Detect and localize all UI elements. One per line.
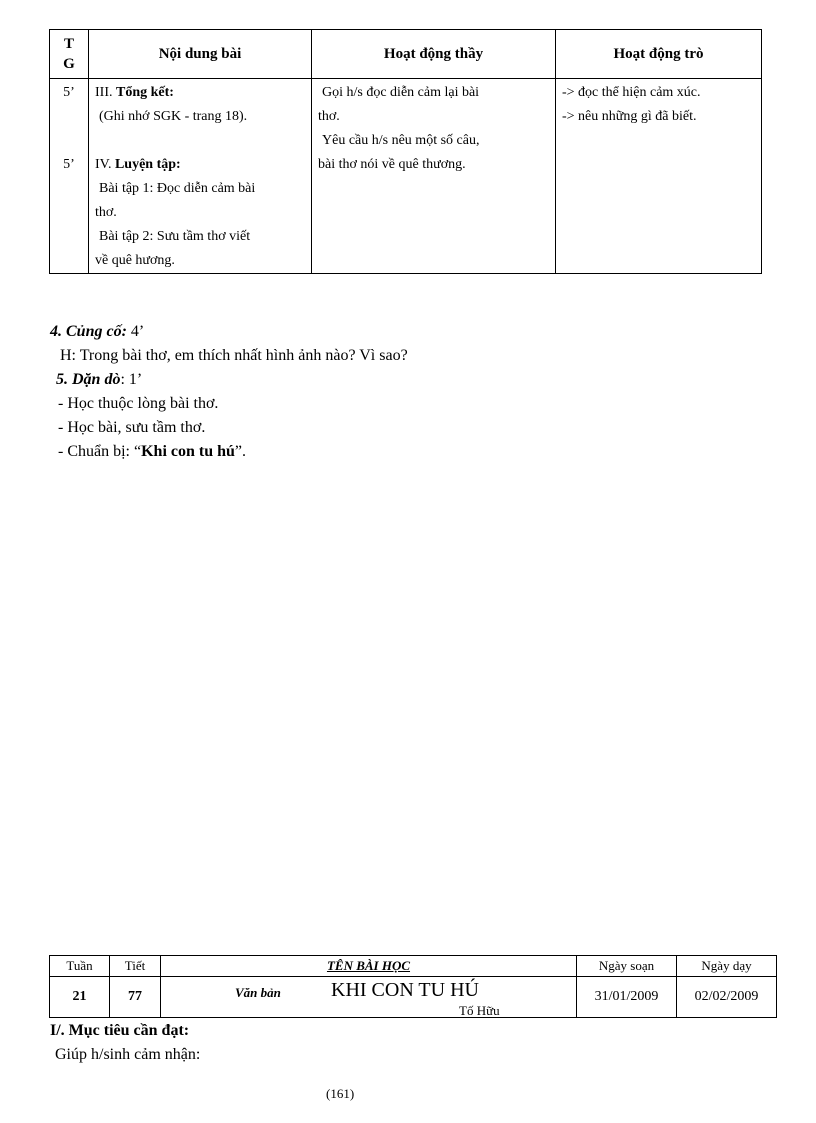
tg-header-bottom: G [63, 56, 75, 72]
objectives-intro: Giúp h/sinh cảm nhận: [55, 1046, 201, 1063]
exercise-2-line-2: về quê hương. [95, 253, 175, 268]
homework-item-3-title: Khi con tu hú [141, 443, 235, 460]
homework-item-2: - Học bài, sưu tầm thơ. [58, 419, 206, 436]
week-label: Tuần [50, 956, 110, 977]
student-line-2: -> nêu những gì đã biết. [562, 109, 697, 124]
content-cell [89, 79, 312, 274]
objectives-heading: I/. Mục tiêu cần đạt: [50, 1022, 190, 1039]
table-row [50, 79, 762, 274]
exercise-1-line-2: thơ. [95, 205, 117, 220]
student-line-1: -> đọc thể hiện cảm xúc. [562, 85, 701, 100]
practice-heading [95, 153, 305, 177]
summary-note: (Ghi nhớ SGK - trang 18). [99, 109, 248, 124]
consolidate-label: 4. Củng cố: [50, 323, 127, 340]
lesson-title: KHI CON TU HÚ [331, 979, 479, 1001]
period-label: Tiết [110, 956, 161, 977]
practice-number: IV. [95, 157, 112, 172]
teach-date-value: 02/02/2009 [677, 977, 777, 1018]
homework-item-3-prefix: - Chuẩn bị: “ [58, 443, 142, 460]
consolidate-question: H: Trong bài thơ, em thích nhất hình ảnh nào? Vì sao? [60, 347, 408, 364]
period-value: 77 [110, 977, 161, 1018]
homework-item-3 [58, 441, 246, 463]
tg-cell [50, 79, 89, 274]
page-number: (161) [326, 1086, 355, 1101]
tg-practice: 5’ [63, 157, 75, 172]
content-header: Nội dung bài [89, 30, 312, 79]
lesson-name-label: TÊN BÀI HỌC [161, 956, 577, 977]
week-value: 21 [50, 977, 110, 1018]
lesson-table [49, 29, 762, 274]
teacher-line-1: Gọi h/s đọc diễn cảm lại bài [322, 85, 480, 100]
teacher-line-4: bài thơ nói về quê thương. [318, 157, 466, 172]
summary-heading [95, 81, 305, 105]
lesson-title-cell [161, 977, 577, 1018]
prep-date-value: 31/01/2009 [577, 977, 677, 1018]
exercise-1-line-1: Bài tập 1: Đọc diễn cảm bài [99, 181, 256, 196]
lesson-info-header-row [50, 956, 777, 977]
lesson-info-table [49, 955, 777, 1018]
practice-title: Luyện tập: [114, 157, 181, 172]
consolidate-time: 4’ [126, 323, 145, 340]
homework-time: : 1’ [120, 371, 143, 388]
homework-heading [56, 369, 142, 391]
table-header-row [50, 30, 762, 79]
tg-header [50, 30, 89, 79]
homework-item-1: - Học thuộc lòng bài thơ. [58, 395, 219, 412]
exercise-2-line-1: Bài tập 2: Sưu tầm thơ viết [99, 229, 251, 244]
student-header: Hoạt động trò [556, 30, 762, 79]
teacher-header: Hoạt động thầy [312, 30, 556, 79]
teacher-cell [312, 79, 556, 274]
summary-title: Tổng kết: [116, 85, 174, 100]
prep-date-label: Ngày soạn [577, 956, 677, 977]
lesson-info-row [50, 977, 777, 1018]
teacher-line-2: thơ. [318, 109, 340, 124]
author-name: Tố Hữu [459, 1003, 500, 1018]
homework-item-3-suffix: ”. [234, 443, 247, 460]
summary-number: III. [95, 85, 113, 100]
genre-label: Văn bản [235, 985, 281, 1000]
teach-date-label: Ngày dạy [677, 956, 777, 977]
teacher-line-3: Yêu cầu h/s nêu một số câu, [322, 133, 480, 148]
student-cell [556, 79, 762, 274]
tg-header-top: T [63, 36, 74, 52]
consolidate-heading [50, 321, 144, 343]
homework-label: 5. Dặn dò [56, 371, 121, 388]
tg-summary: 5’ [63, 85, 75, 100]
